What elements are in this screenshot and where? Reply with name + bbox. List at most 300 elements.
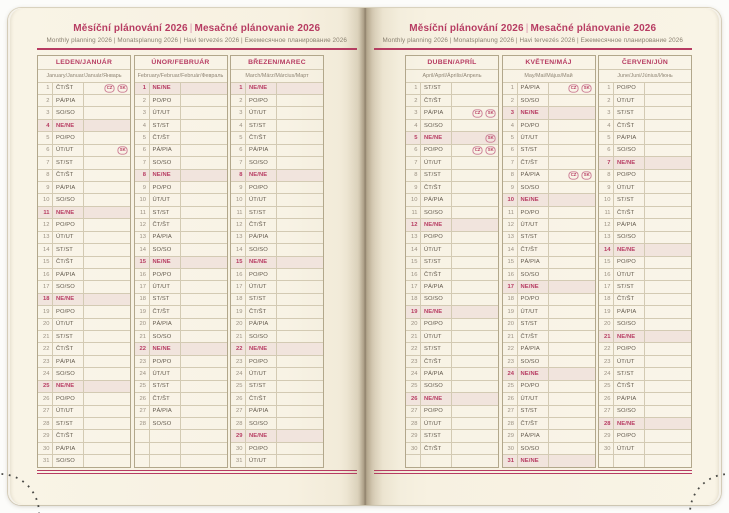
month-translations: May/Mai/Május/Май: [503, 70, 595, 83]
day-row: [406, 120, 498, 132]
notes-cell: [181, 368, 227, 379]
weekday-label: PÁ/PIA: [518, 257, 549, 268]
day-number: 12: [599, 219, 614, 230]
top-rule: [37, 48, 357, 50]
weekday-label: PO/PO: [614, 170, 645, 181]
weekday-label: ČT/ŠT: [421, 269, 452, 280]
day-number: 4: [231, 120, 246, 131]
day-row: [38, 257, 130, 269]
month-name: BŘEZEN/MAREC: [231, 56, 323, 70]
weekday-label: PO/PO: [518, 207, 549, 218]
notes-cell: [452, 244, 498, 255]
weekday-label: PÁ/PIA: [53, 269, 84, 280]
notes-cell: [181, 107, 227, 118]
weekday-label: ST/ST: [614, 194, 645, 205]
notes-cell: [277, 356, 323, 367]
day-row: [231, 306, 323, 318]
weekday-label: ÚT/UT: [421, 157, 452, 168]
day-row: [135, 331, 227, 343]
notes-cell: [645, 157, 691, 168]
notes-cell: [277, 257, 323, 268]
day-number: 15: [503, 257, 518, 268]
day-row: [503, 343, 595, 355]
notes-cell: [549, 244, 595, 255]
weekday-label: ČT/ŠT: [246, 306, 277, 317]
weekday-label: NE/NE: [246, 343, 277, 354]
day-row: [38, 418, 130, 430]
notes-cell: [549, 132, 595, 143]
day-row: [135, 145, 227, 157]
day-row: [599, 207, 691, 219]
weekday-label: SO/SO: [246, 331, 277, 342]
day-number: 11: [503, 207, 518, 218]
day-row: [503, 145, 595, 157]
day-row: [135, 83, 227, 95]
weekday-label: NE/NE: [53, 381, 84, 392]
day-row: [38, 343, 130, 355]
notes-cell: [84, 83, 130, 94]
weekday-label: ÚT/UT: [614, 356, 645, 367]
day-row: [406, 219, 498, 231]
weekday-label: ÚT/UT: [614, 182, 645, 193]
weekday-label: NE/NE: [150, 257, 181, 268]
weekday-label: PO/PO: [53, 306, 84, 317]
day-number: 25: [135, 381, 150, 392]
weekday-label: NE/NE: [246, 170, 277, 181]
day-row: [231, 107, 323, 119]
day-number: 22: [38, 343, 53, 354]
month-translations: April/April/Április/Апрель: [406, 70, 498, 83]
day-row: [38, 132, 130, 144]
day-row: [599, 406, 691, 418]
day-number: 12: [231, 219, 246, 230]
weekday-label: NE/NE: [150, 343, 181, 354]
notes-cell: [84, 132, 130, 143]
day-row: [135, 343, 227, 355]
day-number: [135, 430, 150, 441]
day-number: 3: [38, 107, 53, 118]
day-row: [503, 132, 595, 144]
day-row: [38, 306, 130, 318]
day-row: [231, 319, 323, 331]
notes-cell: [452, 281, 498, 292]
day-number: 14: [503, 244, 518, 255]
day-number: 14: [135, 244, 150, 255]
notes-cell: [277, 281, 323, 292]
month-name: ČERVEN/JÚN: [599, 56, 691, 70]
day-number: 27: [38, 406, 53, 417]
day-number: 20: [503, 319, 518, 330]
notes-cell: [645, 207, 691, 218]
day-row: [406, 269, 498, 281]
notes-cell: [452, 356, 498, 367]
notes-cell: [277, 455, 323, 466]
weekday-label: PÁ/PIA: [246, 145, 277, 156]
day-row: [231, 132, 323, 144]
weekday-label: NE/NE: [518, 107, 549, 118]
weekday-label: PO/PO: [614, 83, 645, 94]
day-row: [406, 356, 498, 368]
day-row: [135, 170, 227, 182]
notes-cell: [452, 418, 498, 429]
notes-cell: [645, 406, 691, 417]
notes-cell: [181, 393, 227, 404]
day-number: 27: [135, 406, 150, 417]
day-number: 21: [38, 331, 53, 342]
day-row: [406, 281, 498, 293]
weekday-label: ÚT/UT: [246, 194, 277, 205]
notes-cell: [452, 95, 498, 106]
notes-cell: [645, 95, 691, 106]
day-row: [231, 95, 323, 107]
weekday-label: PÁ/PIA: [53, 356, 84, 367]
day-number: 16: [38, 269, 53, 280]
notes-cell: [84, 257, 130, 268]
day-number: 27: [406, 406, 421, 417]
notes-cell: [549, 418, 595, 429]
day-number: 22: [231, 343, 246, 354]
day-number: 19: [38, 306, 53, 317]
month-name: LEDEN/JANUÁR: [38, 56, 130, 70]
notes-cell: [181, 356, 227, 367]
day-row: [135, 132, 227, 144]
weekday-label: PÁ/PIA: [518, 170, 549, 181]
day-row: [599, 331, 691, 343]
day-row: [503, 319, 595, 331]
day-number: 15: [135, 257, 150, 268]
weekday-label: ÚT/UT: [150, 107, 181, 118]
notes-cell: [549, 269, 595, 280]
day-number: 30: [406, 443, 421, 454]
day-number: 5: [503, 132, 518, 143]
notes-cell: [84, 207, 130, 218]
day-row: [38, 207, 130, 219]
page-subtitle: Monthly planning 2026 | Monatsplanung 2026 | Havi tervezés 2026 | Ежемесячное планирование 2026: [382, 37, 683, 44]
day-number: 23: [231, 356, 246, 367]
weekday-label: PO/PO: [246, 269, 277, 280]
day-number: 31: [503, 455, 518, 466]
day-number: 11: [599, 207, 614, 218]
notes-cell: [452, 455, 498, 466]
day-row: [135, 356, 227, 368]
day-row: [599, 356, 691, 368]
day-row: [406, 443, 498, 455]
day-row: [406, 331, 498, 343]
notes-cell: [181, 257, 227, 268]
day-number: 16: [503, 269, 518, 280]
weekday-label: NE/NE: [421, 306, 452, 317]
weekday-label: SO/SO: [614, 232, 645, 243]
notes-cell: [277, 343, 323, 354]
day-number: 7: [599, 157, 614, 168]
day-number: 23: [135, 356, 150, 367]
notes-cell: [645, 182, 691, 193]
day-row: [38, 455, 130, 466]
notes-cell: [645, 430, 691, 441]
day-number: 14: [406, 244, 421, 255]
day-row: [231, 145, 323, 157]
weekday-label: ČT/ŠT: [150, 393, 181, 404]
notes-cell: [277, 207, 323, 218]
page-left-content: [37, 8, 357, 505]
notes-cell: [549, 331, 595, 342]
day-number: 20: [231, 319, 246, 330]
weekday-label: SO/SO: [150, 157, 181, 168]
day-row: [406, 145, 498, 157]
day-number: 12: [503, 219, 518, 230]
notes-cell: [549, 343, 595, 354]
weekday-label: SO/SO: [518, 356, 549, 367]
weekday-label: SO/SO: [150, 418, 181, 429]
weekday-label: ST/ST: [614, 281, 645, 292]
notes-cell: [452, 406, 498, 417]
day-number: 19: [231, 306, 246, 317]
title-separator: |: [189, 23, 193, 34]
weekday-label: ST/ST: [53, 331, 84, 342]
day-row: [135, 207, 227, 219]
notes-cell: [452, 343, 498, 354]
notes-cell: [452, 443, 498, 454]
day-row: [135, 244, 227, 256]
day-number: 4: [135, 120, 150, 131]
day-number: 28: [599, 418, 614, 429]
day-number: 6: [231, 145, 246, 156]
weekday-label: NE/NE: [246, 257, 277, 268]
weekday-label: PÁ/PIA: [614, 306, 645, 317]
day-row: [231, 83, 323, 95]
weekday-label: ÚT/UT: [614, 269, 645, 280]
day-row: [231, 244, 323, 256]
day-row: [38, 107, 130, 119]
weekday-label: ČT/ŠT: [150, 219, 181, 230]
day-number: 9: [135, 182, 150, 193]
weekday-label: ÚT/UT: [518, 306, 549, 317]
weekday-label: NE/NE: [614, 331, 645, 342]
notes-cell: [84, 343, 130, 354]
notes-cell: [549, 257, 595, 268]
weekday-label: PO/PO: [150, 182, 181, 193]
day-row: [135, 381, 227, 393]
notes-cell: [277, 244, 323, 255]
notes-cell: [181, 182, 227, 193]
weekday-label: ST/ST: [53, 418, 84, 429]
day-number: 29: [503, 430, 518, 441]
notes-cell: [452, 219, 498, 230]
notes-cell: [645, 194, 691, 205]
day-number: 17: [599, 281, 614, 292]
day-number: 23: [599, 356, 614, 367]
day-row: [231, 257, 323, 269]
day-row: [503, 393, 595, 405]
day-number: 22: [406, 343, 421, 354]
day-row: [231, 120, 323, 132]
notes-cell: [84, 306, 130, 317]
weekday-label: PO/PO: [246, 443, 277, 454]
notes-cell: [84, 393, 130, 404]
day-row: [231, 418, 323, 430]
notes-cell: [452, 331, 498, 342]
day-number: 7: [135, 157, 150, 168]
month-table: [405, 55, 499, 468]
weekday-label: SO/SO: [518, 182, 549, 193]
weekday-label: ST/ST: [246, 294, 277, 305]
day-row: [599, 306, 691, 318]
day-row: [503, 120, 595, 132]
notes-cell: [452, 294, 498, 305]
weekday-label: PO/PO: [421, 145, 452, 156]
day-number: 4: [406, 120, 421, 131]
day-number: 5: [231, 132, 246, 143]
notes-cell: [645, 455, 691, 466]
weekday-label: ČT/ŠT: [150, 132, 181, 143]
day-row: [135, 157, 227, 169]
day-number: 1: [231, 83, 246, 94]
notes-cell: [549, 455, 595, 466]
weekday-label: ČT/ŠT: [518, 331, 549, 342]
weekday-label: ÚT/UT: [246, 368, 277, 379]
notes-cell: [277, 182, 323, 193]
weekday-label: ST/ST: [421, 430, 452, 441]
day-number: 17: [231, 281, 246, 292]
weekday-label: NE/NE: [518, 368, 549, 379]
day-number: 1: [599, 83, 614, 94]
notes-cell: [549, 120, 595, 131]
weekday-label: ST/ST: [246, 207, 277, 218]
day-number: 2: [135, 95, 150, 106]
weekday-label: ÚT/UT: [518, 393, 549, 404]
weekday-label: ÚT/UT: [150, 281, 181, 292]
holiday-marker-sk: SK: [117, 84, 127, 92]
day-row: [406, 95, 498, 107]
day-row: [503, 95, 595, 107]
day-number: 20: [599, 319, 614, 330]
day-row: [38, 294, 130, 306]
day-row: [503, 232, 595, 244]
weekday-label: ST/ST: [246, 120, 277, 131]
day-number: 18: [503, 294, 518, 305]
day-number: 25: [599, 381, 614, 392]
day-row: [503, 381, 595, 393]
day-row: [503, 443, 595, 455]
weekday-label: SO/SO: [614, 319, 645, 330]
day-number: 13: [406, 232, 421, 243]
day-number: 29: [406, 430, 421, 441]
day-number: 7: [38, 157, 53, 168]
month-table: [134, 55, 228, 468]
title-separator: |: [525, 23, 529, 34]
notes-cell: [84, 281, 130, 292]
day-row: [406, 107, 498, 119]
day-row: [599, 244, 691, 256]
weekday-label: ST/ST: [150, 207, 181, 218]
notes-cell: [84, 356, 130, 367]
day-row: [231, 393, 323, 405]
weekday-label: ST/ST: [150, 381, 181, 392]
day-row: [135, 107, 227, 119]
month-table: [37, 55, 131, 468]
day-row: [599, 381, 691, 393]
holiday-marker-sk: SK: [117, 146, 127, 154]
holiday-marker-cz: CZ: [472, 109, 482, 117]
day-row: [599, 170, 691, 182]
month-translations: June/Juni/Június/Июнь: [599, 70, 691, 83]
notes-cell: [452, 182, 498, 193]
notes-cell: [645, 269, 691, 280]
weekday-label: NE/NE: [518, 455, 549, 466]
weekday-label: PÁ/PIA: [150, 145, 181, 156]
weekday-label: SO/SO: [246, 418, 277, 429]
weekday-label: NE/NE: [53, 294, 84, 305]
weekday-label: [150, 443, 181, 454]
weekday-label: ÚT/UT: [53, 145, 84, 156]
notes-cell: [277, 157, 323, 168]
notes-cell: [181, 418, 227, 429]
weekday-label: SO/SO: [421, 381, 452, 392]
page-right-content: [374, 8, 693, 505]
notes-cell: [181, 157, 227, 168]
day-row: [135, 95, 227, 107]
day-row: [231, 356, 323, 368]
day-row: [406, 132, 498, 144]
day-number: 10: [503, 194, 518, 205]
weekday-label: SO/SO: [614, 145, 645, 156]
notes-cell: [84, 157, 130, 168]
weekday-label: PÁ/PIA: [53, 443, 84, 454]
day-number: 14: [38, 244, 53, 255]
weekday-label: PÁ/PIA: [150, 319, 181, 330]
day-number: 28: [135, 418, 150, 429]
diary-spread: [8, 8, 721, 505]
weekday-label: PÁ/PIA: [518, 83, 549, 94]
notes-cell: [452, 120, 498, 131]
day-number: 29: [38, 430, 53, 441]
weekday-label: PÁ/PIA: [421, 281, 452, 292]
day-row: [406, 157, 498, 169]
day-row: [406, 319, 498, 331]
day-row: [231, 430, 323, 442]
notes-cell: [277, 331, 323, 342]
day-row: [599, 319, 691, 331]
weekday-label: ÚT/UT: [53, 319, 84, 330]
notes-cell: [181, 281, 227, 292]
notes-cell: [452, 257, 498, 268]
page-title-slovak: Mesačné plánovanie 2026: [194, 23, 321, 34]
notes-cell: [84, 194, 130, 205]
notes-cell: [277, 232, 323, 243]
notes-cell: [452, 145, 498, 156]
weekday-label: NE/NE: [246, 83, 277, 94]
weekday-label: NE/NE: [518, 281, 549, 292]
weekday-label: PO/PO: [614, 343, 645, 354]
month-name: ÚNOR/FEBRUÁR: [135, 56, 227, 70]
notes-cell: [181, 170, 227, 181]
notes-cell: [181, 207, 227, 218]
notes-cell: [181, 343, 227, 354]
weekday-label: ST/ST: [421, 257, 452, 268]
notes-cell: [181, 381, 227, 392]
weekday-label: PO/PO: [150, 269, 181, 280]
month-table: [502, 55, 596, 468]
weekday-label: PÁ/PIA: [53, 95, 84, 106]
notes-cell: [645, 244, 691, 255]
day-row: [599, 343, 691, 355]
notes-cell: [645, 356, 691, 367]
notes-cell: [277, 107, 323, 118]
weekday-label: SO/SO: [53, 368, 84, 379]
weekday-label: ČT/ŠT: [53, 170, 84, 181]
notes-cell: [645, 331, 691, 342]
notes-cell: [181, 331, 227, 342]
